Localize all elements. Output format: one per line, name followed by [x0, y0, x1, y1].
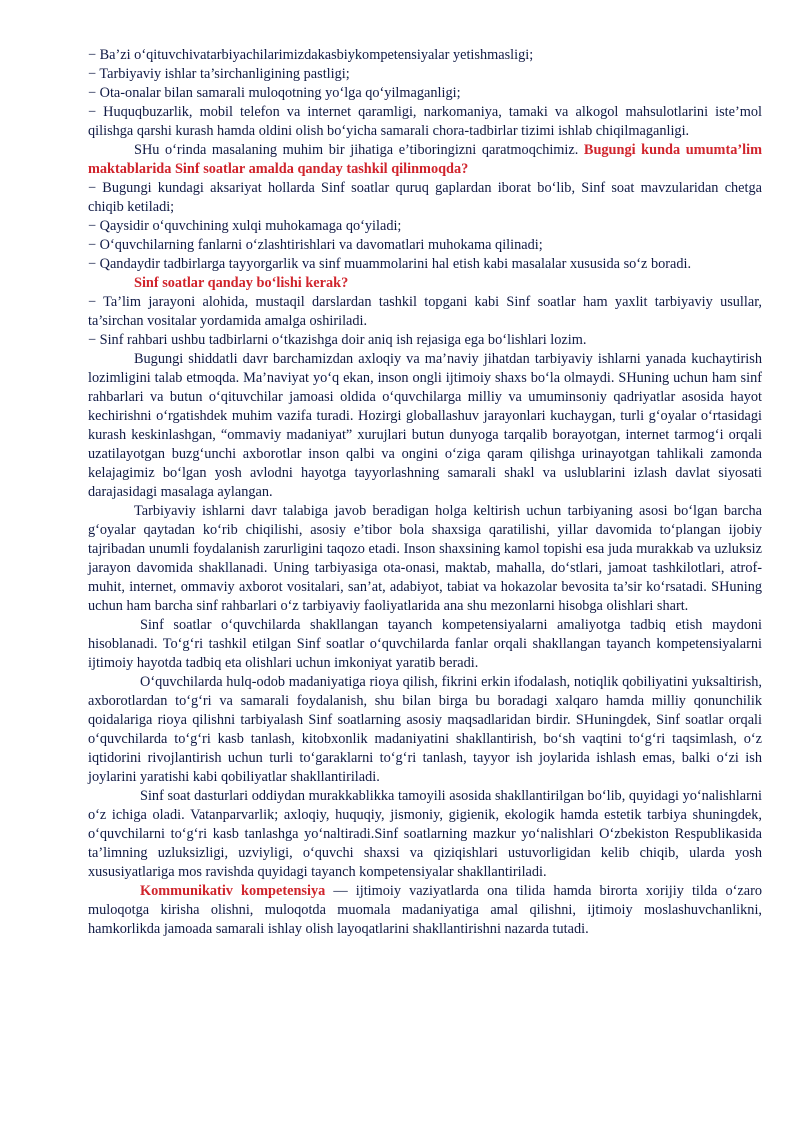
paragraph-text: SHu o‘rinda masalaning muhim bir jihatiga e’tiboringizni qaratmoqchimiz.: [134, 142, 584, 158]
body-paragraph-programs: Sinf soat dasturlari oddiydan murakkablikka tamoyili asosida shakllantirilgan bo‘lib, quyidagi yo‘nalishlarni o‘z ichiga oladi. Vatanparvarlik; axloqiy, huquqiy, jismoniy, gigienik, ekologik hamda estetik tarbiya shuningdek, o‘quvchilarni to‘g‘ri kasb tanlashga yo‘naltiradi.Sinf soatlarning mazkur yo‘nalishlari O‘zbekiston Respublikasida ta’limning uzluksizligi, uzviyligi, o‘quvchi shaxsi va qiziqishlari ustuvorligidan kelib chiqib, ularda yosh xususiyatlariga mos ravishda quyidagi tayanch kompetensiyalar shakllantiriladi.: [88, 788, 762, 880]
list-item-parent-communication: − Ota-onalar bilan samarali muloqotning yo‘lga qo‘yilmaganligi;: [88, 85, 461, 101]
list-item-empty-talk: − Bugungi kundagi aksariyat hollarda Sinf soatlar quruq gaplardan iborat bo‘lib, Sinf soat mavzularidan chetga chiqib ketiladi;: [88, 180, 762, 215]
list-item-attendance-discussion: − O‘quvchilarning fanlarni o‘zlashtirishlari va davomatlari muhokama qilinadi;: [88, 237, 543, 253]
list-item-low-effectiveness: − Tarbiyaviy ishlar ta’sirchanligining pastligi;: [88, 66, 350, 82]
document-page: [88, 46, 762, 939]
list-item-behavior-discussion: − Qaysidir o‘quvchining xulqi muhokamaga qo‘yiladi;: [88, 218, 402, 234]
list-item-work-plan: − Sinf rahbari ushbu tadbirlarni o‘tkazishga doir aniq ish rejasiga ega bo‘lishlari lozim.: [88, 332, 587, 348]
paragraph-question-intro: [88, 141, 762, 179]
body-paragraph-upbringing: Tarbiyaviy ishlarni davr talabiga javob beradigan holga keltirish uchun tarbiyaning asosi bo‘lgan barcha g‘oyalar qaytadan ko‘rib chiqilishi, asosiy e’tibor bola shaxsiga qaratilishi, yillar davomida to‘plangan ijobiy tajribadan unumli foydalanish zarurligini taqozo etadi. Inson shaxsining kamol topishi esa juda murakkab va uzluksiz jarayon davomida shakllanadi. Uning tarbiyasiga ota-onasi, maktab, mahalla, do‘stlari, jamoat tashkilotlari, atrof-muhit, internet, ommaviy axborot vositalari, san’at, adabiyot, tabiat va hokazolar bevosita ta’sir ko‘rsatadi. SHuning uchun ham barcha sinf rahbarlari o‘z tarbiyaviy faoliyatlarida ana shu mezonlarni hisobga olishlari shart.: [88, 503, 762, 614]
section-heading-text: Sinf soatlar qanday bo‘lishi kerak?: [134, 275, 349, 291]
body-paragraph-goals: O‘quvchilarda hulq-odob madaniyatiga rioya qilish, fikrini erkin ifodalash, notiqlik qobiliyatini yuksaltirish, axborotlardan to‘g‘ri va samarali foydalanish, shu bilan birga bu boradagi xalqaro hamda milliy qonunchilik qoidalariga rioya qilishni tarbiyalash Sinf soatlarning asosiy maqsadlaridan birdir. SHuningdek, Sinf soatlar orqali o‘quvchilarda to‘g‘ri kasb tanlash, kitobxonlik madaniyatini shakllantirish, bo‘sh vaqtini to‘g‘ri taqsimlash, o‘z iqtidorini rivojlantirish uchun turli to‘garaklarni to‘g‘ri tanlash, tayyor ish joylarida ishlash emas, balki o‘zi ish joylarini yaratishi kabi qobiliyatlar shakllantiriladi.: [88, 674, 762, 785]
body-paragraph-communicative: [88, 882, 762, 939]
list-item-prevention-system: − Huquqbuzarlik, mobil telefon va internet qaramligi, narkomaniya, tamaki va alkogol mahsulotlarini iste’mol qilishga qarshi kurash hamda oldini olish bo‘yicha samarali chora-tadbirlar tizimi ishlab chiqilmaganligi.: [88, 104, 762, 139]
list-item-event-preparation: − Qandaydir tadbirlarga tayyorgarlik va sinf muammolarini hal etish kabi masalalar xususida so‘z boradi.: [88, 256, 692, 272]
section-heading: [88, 274, 762, 293]
term-definition: — ijtimoiy vaziyatlarda ona tilida hamda birorta xorijiy tilda o‘zaro muloqotga kirisha olishni, muloqotda muomala madaniyatiga amal qilishni, ijtimoiy moslashuvchanlikni, hamkorlikda jamoada samarali ishlay olish layoqatlarini shakllantirishni nazarda tutadi.: [88, 883, 762, 937]
body-paragraph-spirituality: Bugungi shiddatli davr barchamizdan axloqiy va ma’naviy jihatdan tarbiyaviy ishlarni yanada kuchaytirish lozimligini talab etmoqda. Ma’naviyat yo‘q ekan, inson ongli ijtimoiy shaxs bo‘la olmaydi. SHuning uchun ham sinf rahbarlari va butun o‘qituvchilar jamoasi oldida o‘quvchilarga milliy va umuminsoniy qadriyatlar asosida hayot kechirishni o‘rgatishdek muhim vazifa turadi. Hozirgi globallashuv jarayonlari kuchaygan, turli g‘oyalar o‘rtasidagi kurash keskinlashgan, “ommaviy madaniyat” xurujlari butun dunyoga tarqalib borayotgan, internet tarmog‘i orqali uzatilayotgan buzg‘unchi axborotlar inson qalbi va ongini o‘ziga qaram qilishga urinayotgan tahlikali zamonda kelajagimiz bo‘lgan yosh avlodni hayotga tayyorlashning samarali shakl va uslublarini izlash davlat siyosati darajasidagi masalaga aylangan.: [88, 351, 762, 500]
term-highlight: Kommunikativ kompetensiya: [140, 883, 326, 899]
list-item-integral-methods: − Ta’lim jarayoni alohida, mustaqil darslardan tashkil topgani kabi Sinf soatlar ham yaxlit tarbiyaviy usullar, ta’sirchan vositalar yordamida amalga oshiriladi.: [88, 294, 762, 329]
highlighted-question: Bugungi kunda umumta’lim maktablarida Sinf soatlar amalda qanday tashkil qilinmoqda?: [88, 142, 762, 177]
body-paragraph-competencies: Sinf soatlar o‘quvchilarda shakllangan tayanch kompetensiyalarni amaliyotga tadbiq etish maydoni hisoblanadi. To‘g‘ri tashkil etilgan Sinf soatlar o‘quvchilarda fanlar orqali shakllangan tayanch kompetensiyalarni ijtimoiy hayotda tadbiq eta olishlari uchun imkoniyat yaratib beradi.: [88, 617, 762, 671]
list-item-competency-gap: − Ba’zi o‘qituvchivatarbiyachilarimizdakasbiykompetensiyalar yetishmasligi;: [88, 47, 534, 63]
